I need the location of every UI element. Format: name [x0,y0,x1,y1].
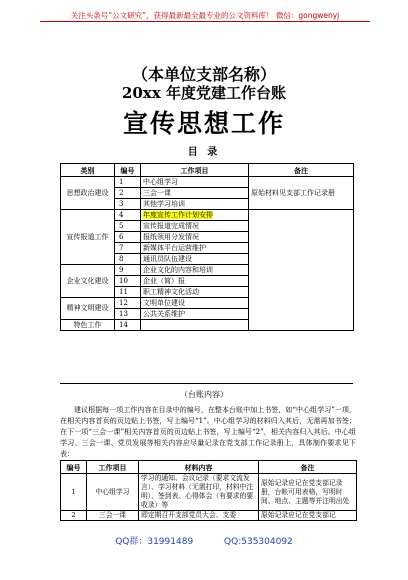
row-item: 报纸领用分发情况 [141,232,249,243]
col-header-category: 类别 [61,164,115,177]
col-header-number: 编号 [61,461,87,474]
row-item [141,320,249,331]
banner-divider [40,21,370,22]
row-item: 企业文化的内容和培训 [141,265,249,276]
category-cell: 特色工作 [61,320,115,331]
detail-header-row [61,461,357,474]
remark-cell: 原始材料见支部工作记录册 [249,177,354,210]
row-number: 7 [115,243,141,254]
row-item: 通讯员队伍建设 [141,254,249,265]
row-content: 学习的通知、会议记录（要求文流发言）、学习材料（无需打印，材料中注明）、签到表、心得体会（有要求的要收录）等 [139,474,259,511]
instruction-paragraph: 建议根据每一项工作内容在目录中的编号，在整本台账中加上书签，如“中心组学习”一项，在相关内容首页的页边贴上书签，写上编号“1”。中心组学习的材料归入其后，无需再加书签；在下一项“三会一课”相关内容首页的页边贴上书签，写上编号“2”，相关内容归入其后。中心组学习、三会一课、党员发展等相关内容应尽量记录在党支部工作记录册上，具体制作要求见下表： [60,406,356,458]
remark-cell-empty [249,210,354,331]
col-header-item: 工作项目 [141,164,249,177]
category-cell: 宣传报道工作 [61,210,115,265]
row-item: 职工精神文化活动 [141,287,249,298]
col-header-item: 工作项目 [87,461,139,474]
row-item: 其他学习培训 [141,199,249,210]
col-header-remark: 备注 [249,164,354,177]
qq-group: QQ群：31991489 [115,537,194,547]
toc-title: 目 录 [187,147,221,158]
col-header-remark: 备注 [259,461,357,474]
section-divider [60,383,353,384]
row-number: 1 [115,177,141,188]
unit-title: （本单位支部名称） [131,65,276,84]
table-row [61,511,357,521]
row-item: 新媒体平台运营维护 [141,243,249,254]
header-banner: 关注头条号“公文研究”，获得最新最全最专业的公文资料库！ 微信：gongwenyj [70,11,340,20]
highlighted-text: 年度宣传工作计划安排 [143,210,213,219]
row-content: 即定期召开支部党员大会、支委 [139,511,259,521]
row-number: 14 [115,320,141,331]
row-item: 中心组学习 [87,474,139,511]
row-item: 企业（简）报 [141,276,249,287]
row-number: 5 [115,221,141,232]
qq-number: QQ:535304092 [224,537,293,547]
table-row [61,474,357,511]
row-item: 三会一课 [87,511,139,521]
category-cell: 思想政治建设 [61,177,115,210]
row-number: 13 [115,309,141,320]
category-cell: 企业文化建设 [61,265,115,298]
row-number: 6 [115,232,141,243]
ledger-title: 20xx 年度党建工作台账 [122,84,286,102]
row-item: 公共关系维护 [141,309,249,320]
row-number: 10 [115,276,141,287]
row-item: 中心组学习 [141,177,249,188]
row-number: 2 [115,188,141,199]
table-row [61,210,354,221]
row-number: 8 [115,254,141,265]
col-header-content: 材料内容 [139,461,259,474]
row-item: 文明单位建设 [141,298,249,309]
table-row [61,177,354,188]
row-number: 4 [115,210,141,221]
col-header-number: 编号 [115,164,141,177]
category-cell: 精神文明建设 [61,298,115,320]
toc-header-row [61,164,354,177]
row-item: 三会一课 [141,188,249,199]
row-number: 1 [61,474,87,511]
row-number: 11 [115,287,141,298]
row-number: 12 [115,298,141,309]
row-remark: 原始记录应记在党支部记 [259,511,357,521]
row-remark: 原始记录应记在党支部记录册，台帐可用表格，写明时间、地点、主题等并注明出处 [259,474,357,511]
main-title: 宣传思想工作 [122,109,285,138]
row-number: 2 [61,511,87,521]
row-number: 3 [115,199,141,210]
row-item [141,210,249,221]
contact-footer [0,534,408,547]
row-item: 宣传报道完成情况 [141,221,249,232]
section-subtitle: （台账内容） [180,390,228,399]
toc-table [60,163,354,331]
row-number: 9 [115,265,141,276]
detail-table [60,460,357,521]
